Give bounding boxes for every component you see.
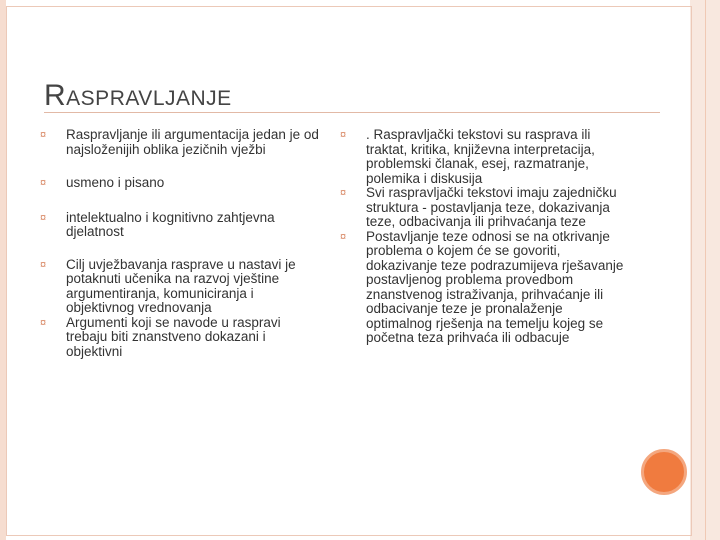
swirl-bullet-icon: ¤ <box>40 129 47 141</box>
right-decor-line <box>705 0 706 540</box>
decorative-orange-circle <box>641 449 687 495</box>
swirl-bullet-icon: ¤ <box>40 258 47 271</box>
list-item-text: . Raspravljački tekstovi su rasprava ili traktat, kritika, književna interpretacija, problemski članak, esej, razmatranje, polemika i diskusija <box>366 127 595 186</box>
slide-title <box>44 76 232 113</box>
title-underline <box>44 112 660 113</box>
title-first-letter: R <box>44 79 67 112</box>
list-item <box>40 316 324 360</box>
swirl-bullet-icon: ¤ <box>40 316 47 329</box>
swirl-bullet-icon: ¤ <box>340 187 347 199</box>
list-item-text: Svi raspravljački tekstovi imaju zajedničku struktura - postavljanja teze, dokazivanja teze, odbacivanja ili prihvaćanja teze <box>366 185 617 229</box>
list-item-text: intelektualno i kognitivno zahtjevna djelatnost <box>66 209 275 239</box>
list-item <box>40 211 324 240</box>
list-item <box>40 176 324 191</box>
list-item-text: usmeno i pisano <box>66 175 165 190</box>
left-bullet-list <box>40 128 324 359</box>
swirl-bullet-icon: ¤ <box>40 211 47 224</box>
title-rest: ASPRAVLJANJE <box>66 87 232 110</box>
list-item <box>40 128 324 157</box>
swirl-bullet-icon: ¤ <box>40 177 47 189</box>
list-item <box>340 186 630 230</box>
swirl-bullet-icon: ¤ <box>340 129 347 141</box>
list-item-text: Postavljanje teze odnosi se na otkrivanje problema o kojem će se govoriti, dokazivanje teze podrazumijeva rješavanje postavljenog problema provedbom znanstvenog istraživanja, prihvaćanje ili odbacivanje teze je pronalaženje optimalnog rješenja na temelju kojeg se početna teza prihvaća ili odbacuje <box>366 228 624 345</box>
list-item <box>340 230 630 346</box>
list-item-text: Argumenti koji se navode u raspravi trebaju biti znanstveno dokazani i objektivni <box>66 314 281 359</box>
swirl-bullet-icon: ¤ <box>340 230 347 243</box>
right-bullet-list <box>340 128 630 346</box>
list-item <box>40 258 324 316</box>
list-item <box>340 128 630 186</box>
list-item-text: Raspravljanje ili argumentacija jedan je od najsloženijih oblika jezičnih vježbi <box>66 127 319 157</box>
list-item-text: Cilj uvježbavanja rasprave u nastavi je potaknuti učenika na razvoj vještine argumentiranja, komuniciranja i objektivnog vrednovanja <box>66 256 296 315</box>
